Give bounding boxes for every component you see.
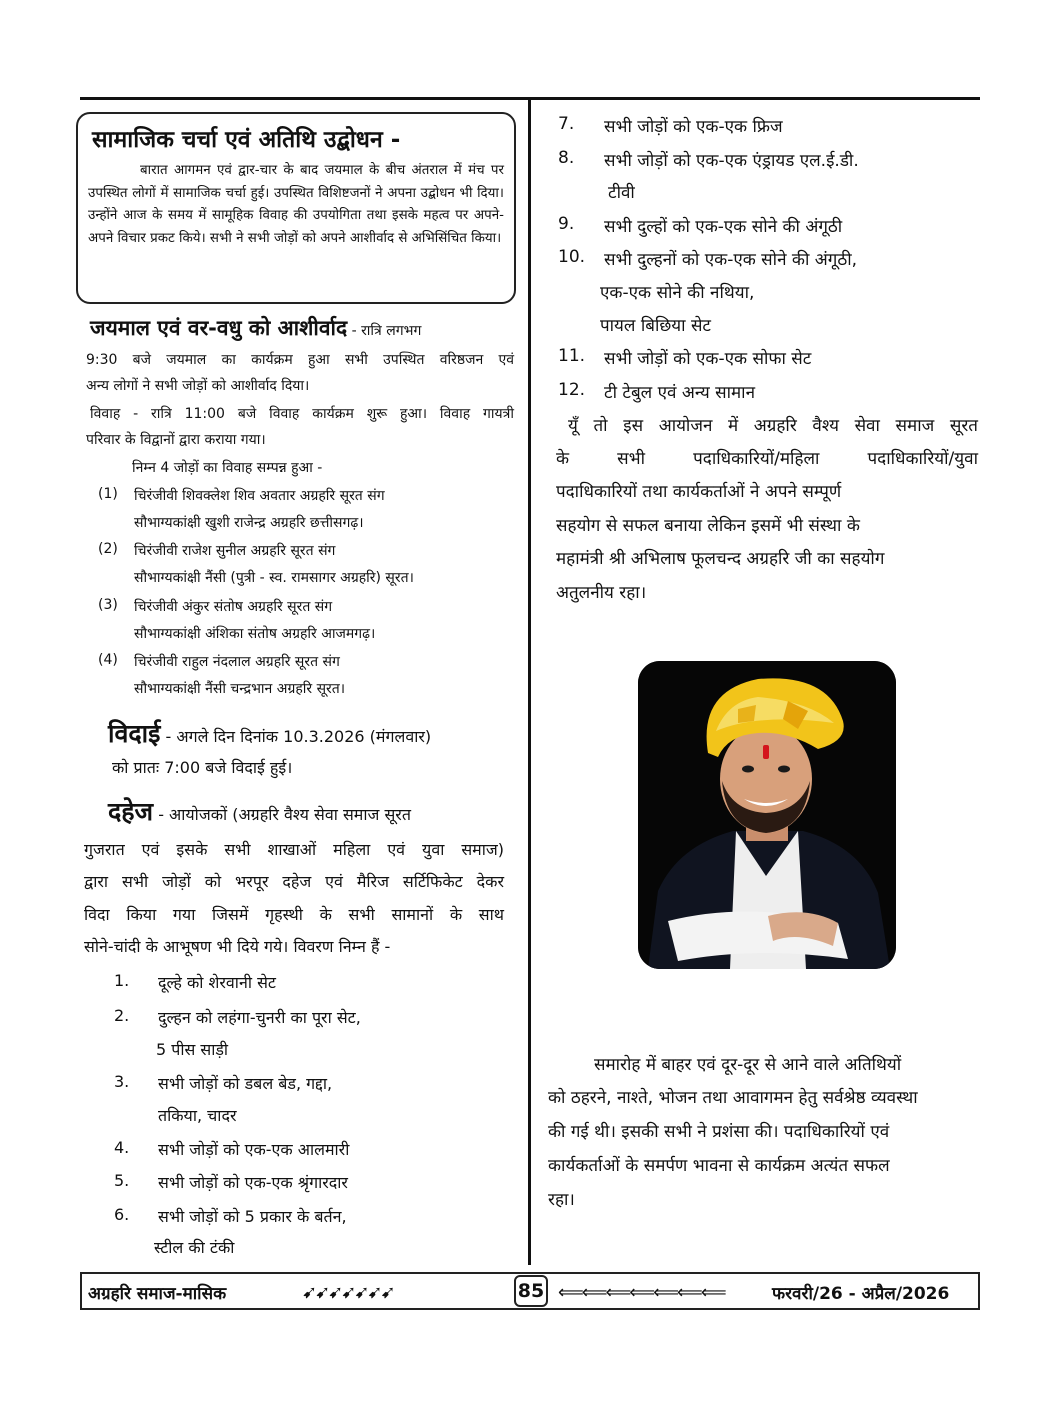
item-number: 11. — [558, 346, 586, 366]
item-text-cont: पायल बिछिया सेट — [600, 316, 712, 336]
social-discussion-title: सामाजिक चर्चा एवं अतिथि उद्बोधन - — [92, 127, 401, 153]
couple-groom: चिरंजीवी शिवक्लेश शिव अवतार अग्रहरि सूरत संग — [134, 488, 385, 504]
couple-groom: चिरंजीवी राजेश सुनील अग्रहरि सूरत संग — [134, 543, 336, 559]
couples-intro: निम्न 4 जोड़ों का विवाह सम्पन्न हुआ - — [132, 460, 323, 476]
social-discussion-text — [88, 160, 504, 250]
item-number: 9. — [558, 214, 575, 234]
portrait-illustration — [638, 661, 896, 969]
couple-number: (3) — [98, 597, 118, 613]
item-number: 12. — [558, 380, 586, 400]
item-number: 8. — [558, 148, 575, 168]
couple-groom: चिरंजीवी अंकुर संतोष अग्रहरि सूरत संग — [134, 599, 333, 615]
couple-bride: सौभाग्यकांक्षी अंशिका संतोष अग्रहरि आजमगढ़। — [134, 626, 376, 642]
item-number: 2. — [114, 1006, 130, 1025]
vidai-heading: विदाई — [108, 719, 161, 748]
dahej-heading: दहेज — [108, 797, 154, 826]
item-text: सभी जोड़ों को 5 प्रकार के बर्तन, — [158, 1207, 347, 1226]
item-text: दुल्हन को लहंगा-चुनरी का पूरा सेट, — [158, 1008, 361, 1027]
item-number: 4. — [114, 1138, 130, 1157]
couple-bride: सौभाग्यकांक्षी नैंसी चन्द्रभान अग्रहरि सूरत। — [134, 681, 346, 697]
support-para-line: के सभी पदाधिकारियों/महिला पदाधिकारियों/युवा — [556, 449, 978, 469]
support-para-line: अतुलनीय रहा। — [556, 583, 647, 603]
closing-para-line: को ठहरने, नाश्ते, भोजन तथा आवागमन हेतु सर्वश्रेष्ठ व्यवस्था — [548, 1088, 918, 1108]
wedding-line: परिवार के विद्वानों द्वारा कराया गया। — [86, 432, 266, 448]
jaymal-line: अन्य लोगों ने सभी जोड़ों को आशीर्वाद दिया। — [86, 378, 310, 394]
social-discussion-box — [76, 112, 516, 304]
dahej-line-1 — [108, 794, 411, 828]
support-para-line: पदाधिकारियों तथा कार्यकर्ताओं ने अपने सम्पूर्ण — [556, 482, 842, 502]
item-text: दूल्हे को शेरवानी सेट — [158, 973, 276, 992]
portrait-photo — [638, 661, 896, 969]
dahej-line: विदा किया गया जिसमें गृहस्थी के सभी सामानों के साथ — [84, 905, 504, 924]
jaymal-heading-tail: - रात्रि लगभग — [347, 323, 422, 339]
box-line: बारात आगमन एवं द्वार-चार के बाद जयमाल के बीच अंतराल — [140, 163, 448, 178]
item-number: 5. — [114, 1171, 130, 1190]
item-text: सभी दुल्हनों को एक-एक सोने की अंगूठी, — [604, 250, 858, 270]
vidai-text: - अगले दिन दिनांक 10.3.2026 (मंगलवार) — [160, 727, 432, 746]
couple-bride: सौभाग्यकांक्षी नैंसी (पुत्री - स्व. रामसागर अग्रहरि) सूरत। — [134, 570, 414, 586]
page-footer — [80, 1272, 980, 1310]
closing-para-line: की गई थी। इसकी सभी ने प्रशंसा की। पदाधिकारियों एवं — [548, 1122, 890, 1142]
item-text: सभी जोड़ों को एक-एक आलमारी — [158, 1140, 350, 1159]
magazine-name: अग्रहरि समाज-मासिक — [88, 1284, 227, 1304]
jaymal-line: 9:30 बजे जयमाल का कार्यक्रम हुआ सभी उपस्थित वरिष्ठजन एवं — [86, 352, 514, 368]
item-text: सभी दुल्हों को एक-एक सोने की अंगूठी — [604, 217, 843, 237]
couple-groom: चिरंजीवी राहुल नंदलाल अग्रहरि सूरत संग — [134, 654, 340, 670]
box-line: सभी ने सभी जोड़ों को अपने आशीर्वाद से अभिसिंचित किया। — [209, 230, 502, 246]
jaymal-heading-line — [90, 314, 421, 342]
item-text: सभी जोड़ों को डबल बेड, गद्दा, — [158, 1074, 333, 1093]
item-text-cont: 5 पीस साड़ी — [156, 1040, 229, 1059]
page-number: 85 — [514, 1275, 548, 1307]
couple-number: (1) — [98, 486, 118, 502]
vidai-line-2: को प्रातः 7:00 बजे विदाई हुई। — [112, 758, 293, 777]
box-line: में मंच पर उपस्थित लोगों में सामाजिक चर्चा हुई। उपस्थित विशिष्टजनों — [88, 163, 504, 201]
box-line: की उपयोगिता तथा इसके महत्व पर अपने-अपने विचार प्रकट किये। — [88, 208, 504, 246]
jaymal-heading: जयमाल एवं वर-वधु को आशीर्वाद — [90, 316, 348, 340]
box-line: ने अपना उद्बोधन भी दिया। उन्होंने आज के समय में सामूहिक विवाह — [88, 185, 504, 223]
arrow-ornament-right: ⟸⟸⟸⟸⟸⟸⟸ — [558, 1282, 725, 1303]
closing-para-line: कार्यकर्ताओं के समर्पण भावना से कार्यक्रम अत्यंत सफल — [548, 1156, 890, 1176]
couple-number: (4) — [98, 652, 118, 668]
item-number: 10. — [558, 247, 586, 267]
dahej-text: - आयोजकों (अग्रहरि वैश्य सेवा समाज सूरत — [153, 805, 411, 824]
item-text: सभी जोड़ों को एक-एक सोफा सेट — [604, 349, 812, 369]
column-divider — [528, 100, 531, 1265]
closing-para-line: रहा। — [548, 1190, 575, 1210]
item-text-cont: तकिया, चादर — [158, 1106, 237, 1125]
item-text: सभी जोड़ों को एक-एक एंड्रायड एल.ई.डी. — [604, 151, 859, 171]
item-number: 7. — [558, 114, 575, 134]
couple-number: (2) — [98, 541, 118, 557]
couple-bride: सौभाग्यकांक्षी खुशी राजेन्द्र अग्रहरि छत्तीसगढ़। — [134, 515, 364, 531]
item-text: सभी जोड़ों को एक-एक श्रृंगारदार — [158, 1173, 348, 1192]
arrow-ornament-left: ➹➹➹➹➹➹➹ — [302, 1282, 394, 1303]
item-text: सभी जोड़ों को एक-एक फ्रिज — [604, 117, 783, 137]
item-text-cont: एक-एक सोने की नथिया, — [600, 283, 755, 303]
dahej-line: सोने-चांदी के आभूषण भी दिये गये। विवरण निम्न हैं - — [84, 937, 391, 956]
wedding-line: विवाह - रात्रि 11:00 बजे विवाह कार्यक्रम शुरू हुआ। विवाह गायत्री — [90, 406, 514, 422]
item-number: 1. — [114, 971, 130, 990]
item-text: टी टेबुल एवं अन्य सामान — [604, 383, 756, 403]
item-text-cont: टीवी — [608, 183, 635, 203]
support-para-line: यूँ तो इस आयोजन में अग्रहरि वैश्य सेवा समाज सूरत — [568, 416, 978, 436]
closing-para-line: समारोह में बाहर एवं दूर-दूर से आने वाले अतिथियों — [594, 1055, 902, 1075]
item-number: 3. — [114, 1072, 130, 1091]
support-para-line: सहयोग से सफल बनाया लेकिन इसमें भी संस्था के — [556, 516, 860, 536]
support-para-line: महामंत्री श्री अभिलाष फूलचन्द अग्रहरि जी का सहयोग — [556, 549, 885, 569]
issue-date: फरवरी/26 - अप्रैल/2026 — [772, 1284, 950, 1304]
vidai-line-1 — [108, 716, 431, 750]
dahej-line: द्वारा सभी जोड़ों को भरपूर दहेज एवं मैरिज सर्टिफिकेट देकर — [84, 872, 504, 891]
item-number: 6. — [114, 1205, 130, 1224]
item-text-cont: स्टील की टंकी — [154, 1238, 235, 1257]
dahej-line: गुजरात एवं इसके सभी शाखाओं महिला एवं युवा समाज) — [84, 840, 504, 859]
